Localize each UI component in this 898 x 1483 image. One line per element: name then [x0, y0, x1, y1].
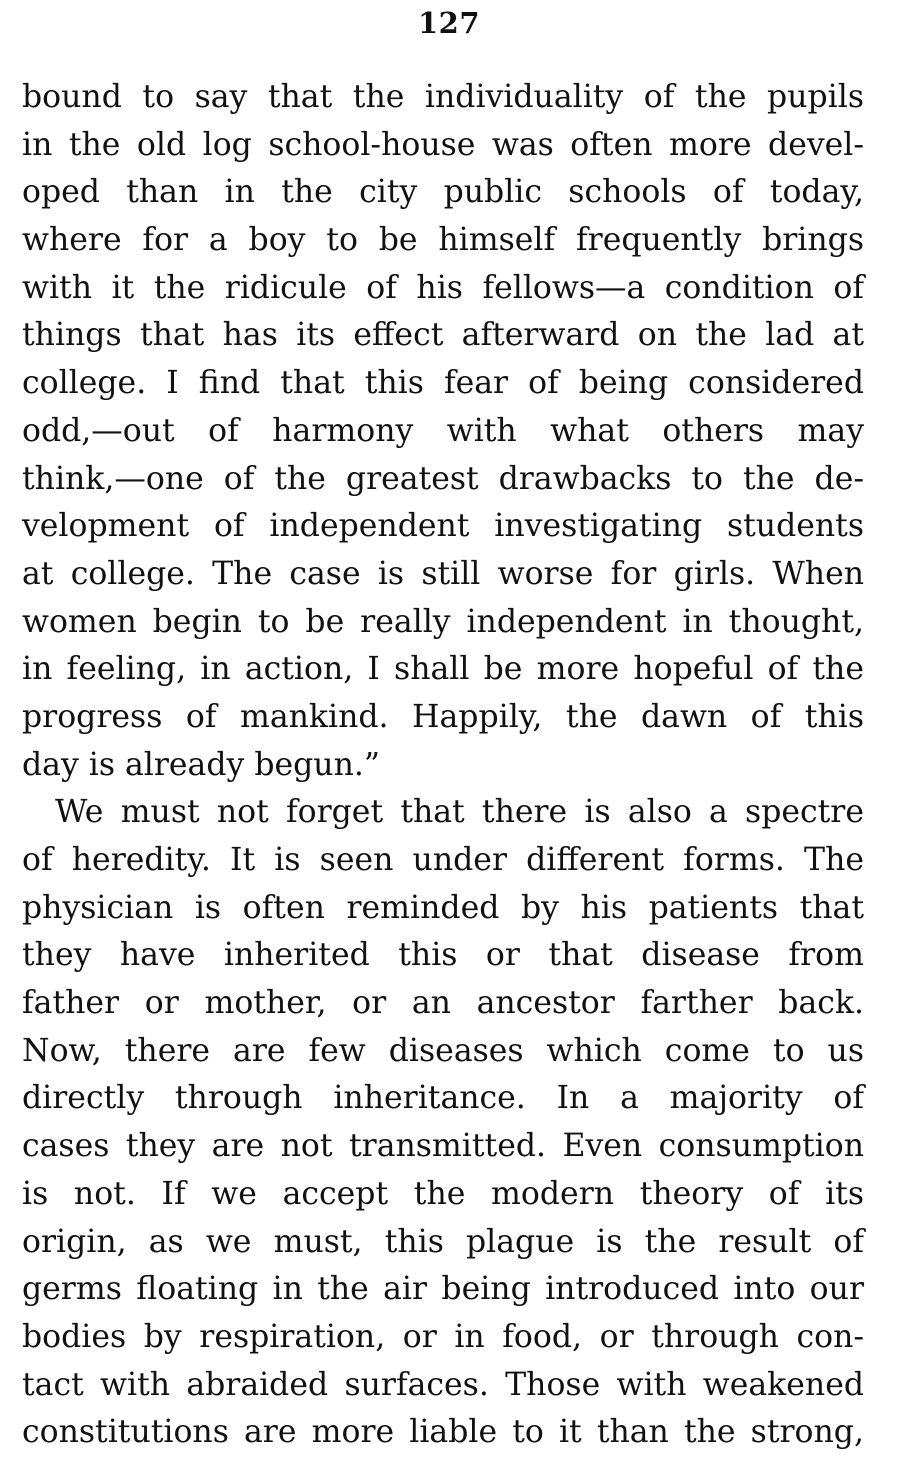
text-line: Now, there are few diseases which come to us: [22, 1032, 864, 1069]
text-line: they have inherited this or that disease from: [22, 937, 864, 974]
text-line: in feeling, in action, I shall be more hopeful of the: [22, 651, 864, 688]
text-line: at college. The case is still worse for girls. When: [22, 555, 864, 592]
page-number: 127: [417, 6, 481, 40]
text-line: bodies by respiration, or in food, or through con-: [22, 1318, 864, 1355]
text-line: germs floating in the air being introduced into our: [22, 1271, 864, 1308]
text-line: where for a boy to be himself frequently brings: [22, 222, 864, 259]
text-line: of heredity. It is seen under different forms. The: [22, 842, 864, 878]
text-line: things that has its effect afterward on the lad at: [22, 317, 864, 354]
text-line: physician is often reminded by his patients that: [22, 889, 864, 926]
text-line: college. I find that this fear of being considered: [22, 365, 864, 402]
text-line: origin, as we must, this plague is the result of: [22, 1223, 864, 1260]
text-line: constitutions are more liable to it than the strong,: [22, 1414, 864, 1451]
text-line: oped than in the city public schools of today,: [22, 174, 864, 211]
text-line: cases they are not transmitted. Even consumption: [22, 1128, 864, 1165]
text-line: in the old log school-house was often more devel-: [22, 126, 864, 163]
text-line: think,—one of the greatest drawbacks to the de-: [22, 460, 864, 497]
text-line: is not. If we accept the modern theory of its: [22, 1175, 864, 1212]
text-line: progress of mankind. Happily, the dawn of this: [22, 698, 864, 735]
text-line: odd,—out of harmony with what others may: [22, 412, 864, 449]
text-line: tact with abraided surfaces. Those with weakened: [22, 1366, 864, 1403]
paragraph-end-line: day is already begun.”: [22, 746, 380, 783]
text-line: velopment of independent investigating students: [22, 508, 864, 545]
text-line: directly through inheritance. In a majority of: [22, 1080, 864, 1117]
text-line: with it the ridicule of his fellows—a condition of: [22, 269, 864, 306]
paragraph-start-line: We must not forget that there is also a spectre: [55, 794, 864, 831]
text-line: bound to say that the individuality of the pupils: [22, 79, 864, 115]
text-line: father or mother, or an ancestor farther back.: [22, 985, 864, 1022]
body-text: [22, 74, 864, 1457]
text-line: women begin to be really independent in thought,: [22, 603, 864, 640]
